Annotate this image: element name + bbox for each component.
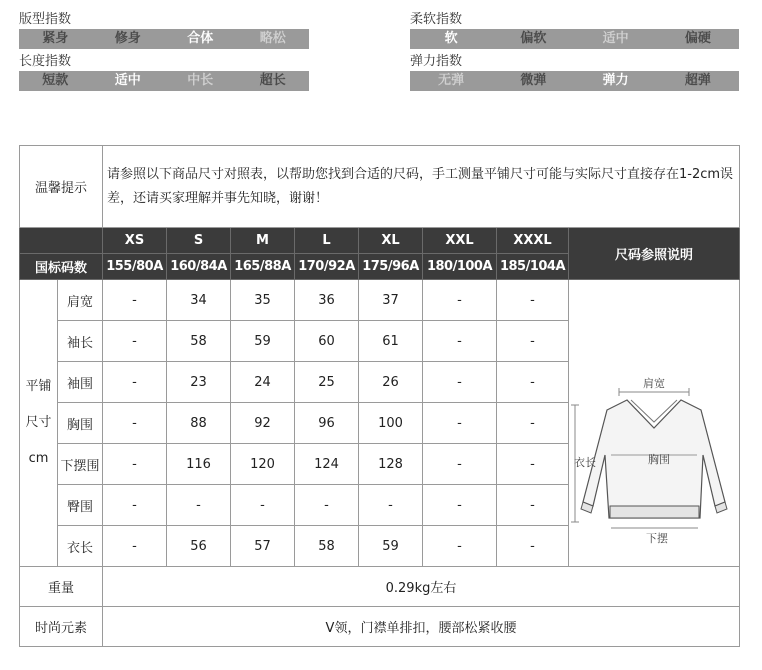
cell: - bbox=[423, 444, 497, 485]
size-header: M bbox=[231, 228, 295, 254]
fit-index-bar bbox=[19, 29, 309, 49]
fit-option: 紧身 bbox=[42, 31, 69, 46]
cell: 57 bbox=[231, 526, 295, 567]
length-index bbox=[19, 53, 309, 91]
length-index-title: 长度指数 bbox=[19, 54, 72, 69]
cell: - bbox=[423, 362, 497, 403]
size-table bbox=[19, 145, 740, 647]
style-value: V领，门襟单排扣，腰部松紧收腰 bbox=[103, 607, 740, 647]
softness-option: 偏软 bbox=[520, 31, 547, 46]
cell: - bbox=[103, 485, 167, 526]
cell: 88 bbox=[167, 403, 231, 444]
standard-value: 170/92A bbox=[295, 254, 359, 280]
cell: - bbox=[103, 321, 167, 362]
size-header: XXXL bbox=[497, 228, 569, 254]
size-header: S bbox=[167, 228, 231, 254]
cell: - bbox=[423, 403, 497, 444]
measure-group-line: 尺寸 bbox=[25, 415, 52, 430]
elasticity-index bbox=[410, 53, 739, 91]
elasticity-option: 无弹 bbox=[438, 73, 465, 88]
cell: - bbox=[103, 526, 167, 567]
length-option-selected: 适中 bbox=[114, 73, 141, 88]
sweater-illustration bbox=[569, 280, 740, 567]
length-option: 短款 bbox=[42, 73, 69, 88]
cell: 25 bbox=[295, 362, 359, 403]
cell: - bbox=[497, 485, 569, 526]
cell: - bbox=[103, 403, 167, 444]
row-label: 下摆围 bbox=[58, 444, 103, 485]
cell: - bbox=[167, 485, 231, 526]
style-label: 时尚元素 bbox=[20, 607, 103, 647]
cell: - bbox=[497, 403, 569, 444]
cell: 96 bbox=[295, 403, 359, 444]
standard-value: 185/104A bbox=[497, 254, 569, 280]
row-label: 臀围 bbox=[58, 485, 103, 526]
elasticity-option: 超弹 bbox=[684, 73, 711, 88]
sweater-diagram bbox=[569, 280, 740, 567]
row-label: 胸围 bbox=[58, 403, 103, 444]
length-label: 衣长 bbox=[574, 456, 596, 469]
cell: 116 bbox=[167, 444, 231, 485]
standard-label: 国标码数 bbox=[20, 254, 103, 280]
measure-group-line: cm bbox=[28, 451, 49, 466]
cell: 92 bbox=[231, 403, 295, 444]
measure-group-line: 平铺 bbox=[25, 379, 52, 394]
reference-header: 尺码参照说明 bbox=[569, 228, 740, 280]
fit-index bbox=[19, 11, 309, 49]
cell: - bbox=[497, 444, 569, 485]
table-row bbox=[20, 280, 740, 321]
cell: 58 bbox=[295, 526, 359, 567]
weight-label: 重量 bbox=[20, 567, 103, 607]
elasticity-index-bar bbox=[410, 71, 739, 91]
length-option: 超长 bbox=[259, 73, 286, 88]
size-header: L bbox=[295, 228, 359, 254]
cell: 26 bbox=[359, 362, 423, 403]
note-label: 温馨提示 bbox=[20, 146, 103, 228]
fit-option: 修身 bbox=[114, 31, 141, 46]
elasticity-option: 微弹 bbox=[520, 73, 547, 88]
hem-label: 下摆 bbox=[646, 532, 668, 545]
cell: - bbox=[497, 280, 569, 321]
cell: 36 bbox=[295, 280, 359, 321]
cell: 120 bbox=[231, 444, 295, 485]
cell: 23 bbox=[167, 362, 231, 403]
row-label: 袖长 bbox=[58, 321, 103, 362]
standard-value: 155/80A bbox=[103, 254, 167, 280]
softness-index-bar bbox=[410, 29, 739, 49]
cell: 100 bbox=[359, 403, 423, 444]
cell: - bbox=[497, 526, 569, 567]
size-header-blank bbox=[20, 228, 103, 254]
measure-group-label bbox=[20, 280, 58, 567]
cell: 24 bbox=[231, 362, 295, 403]
note-text: 请参照以下商品尺寸对照表，以帮助您找到合适的尺码，手工测量平铺尺寸可能与实际尺寸直接存在1-2cm误差，还请买家理解并事先知晓，谢谢！ bbox=[103, 146, 740, 228]
softness-index bbox=[410, 11, 739, 49]
row-label: 衣长 bbox=[58, 526, 103, 567]
fit-option: 略松 bbox=[259, 31, 286, 46]
cell: 124 bbox=[295, 444, 359, 485]
size-header: XL bbox=[359, 228, 423, 254]
cell: - bbox=[423, 485, 497, 526]
cell: - bbox=[103, 362, 167, 403]
row-label: 肩宽 bbox=[58, 280, 103, 321]
elasticity-index-title: 弹力指数 bbox=[410, 54, 463, 69]
standard-value: 165/88A bbox=[231, 254, 295, 280]
fit-index-title: 版型指数 bbox=[19, 12, 72, 27]
elasticity-option-selected: 弹力 bbox=[602, 73, 629, 88]
cell: - bbox=[497, 321, 569, 362]
length-index-bar bbox=[19, 71, 309, 91]
standard-value: 160/84A bbox=[167, 254, 231, 280]
softness-option: 适中 bbox=[602, 31, 629, 46]
cell: 59 bbox=[231, 321, 295, 362]
shoulder-label: 肩宽 bbox=[643, 377, 665, 390]
cell: - bbox=[231, 485, 295, 526]
size-header: XS bbox=[103, 228, 167, 254]
cell: - bbox=[497, 362, 569, 403]
cell: - bbox=[103, 444, 167, 485]
cell: - bbox=[295, 485, 359, 526]
cell: - bbox=[423, 280, 497, 321]
cell: 60 bbox=[295, 321, 359, 362]
cell: 58 bbox=[167, 321, 231, 362]
softness-option: 偏硬 bbox=[684, 31, 711, 46]
cell: 59 bbox=[359, 526, 423, 567]
cell: 128 bbox=[359, 444, 423, 485]
weight-value: 0.29kg左右 bbox=[103, 567, 740, 607]
cell: - bbox=[359, 485, 423, 526]
fit-option-selected: 合体 bbox=[187, 31, 214, 46]
softness-option-selected: 软 bbox=[444, 31, 458, 46]
standard-value: 180/100A bbox=[423, 254, 497, 280]
cell: 37 bbox=[359, 280, 423, 321]
row-label: 袖围 bbox=[58, 362, 103, 403]
standard-value: 175/96A bbox=[359, 254, 423, 280]
size-header: XXL bbox=[423, 228, 497, 254]
cell: 61 bbox=[359, 321, 423, 362]
cell: 56 bbox=[167, 526, 231, 567]
cell: 34 bbox=[167, 280, 231, 321]
cell: - bbox=[423, 321, 497, 362]
cell: 35 bbox=[231, 280, 295, 321]
cell: - bbox=[423, 526, 497, 567]
chest-label: 胸围 bbox=[648, 453, 670, 466]
cell: - bbox=[103, 280, 167, 321]
softness-index-title: 柔软指数 bbox=[410, 12, 463, 27]
length-option: 中长 bbox=[187, 73, 214, 88]
